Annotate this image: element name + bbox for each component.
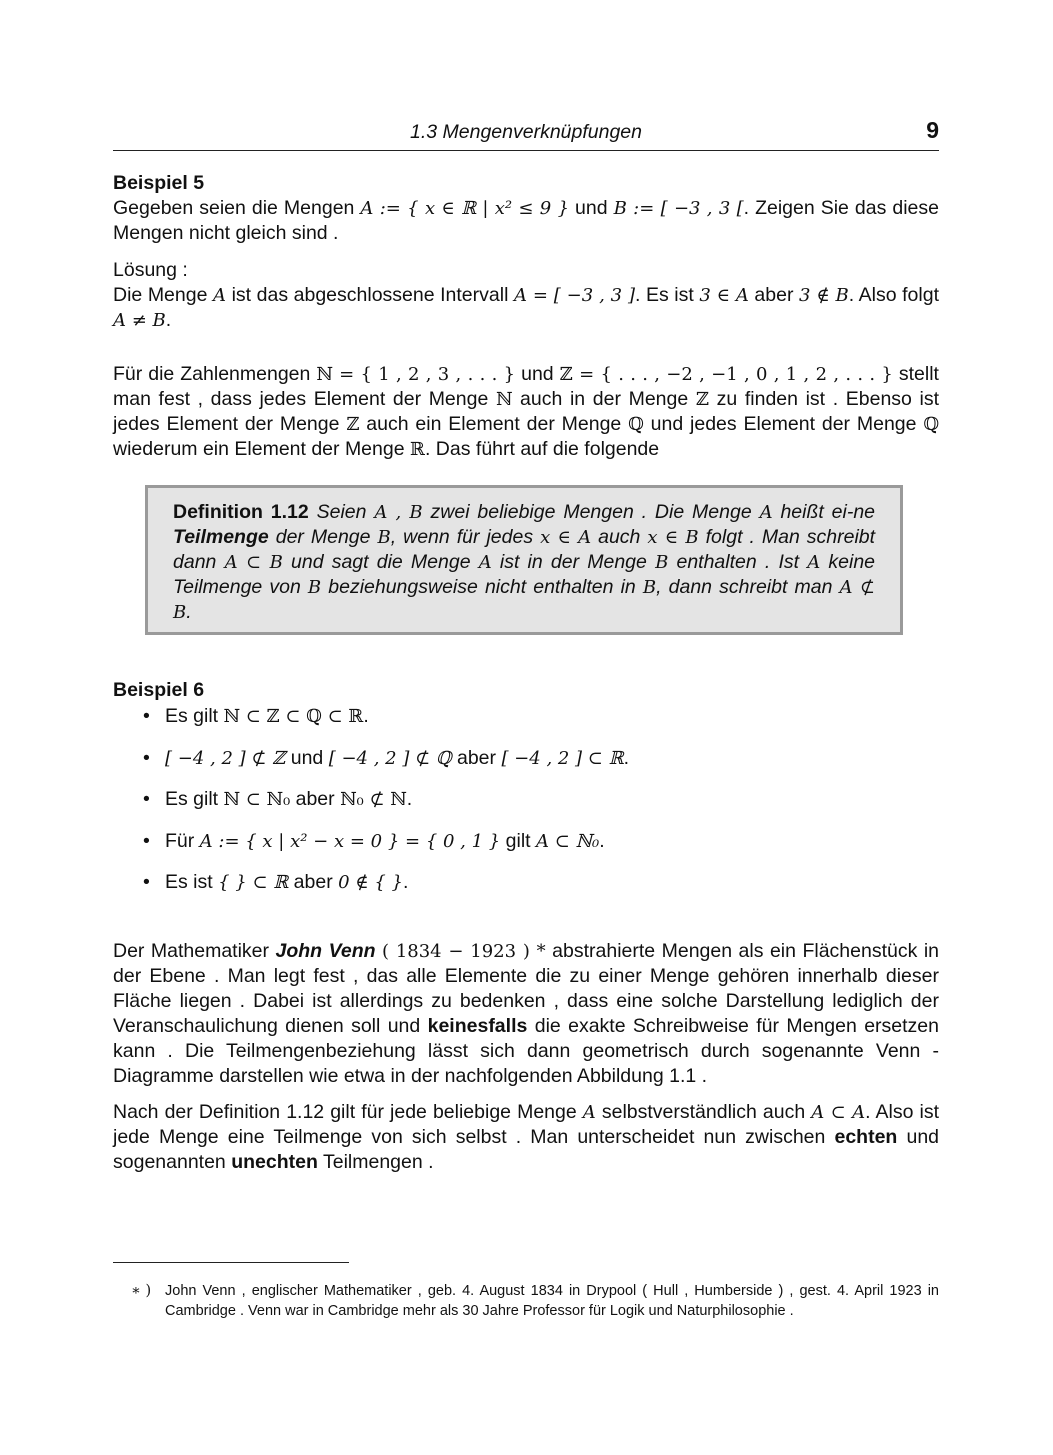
list-item: • Für A := { x | x² − x = 0 } = { 0 , 1 } gilt A ⊂ ℕ₀.: [143, 829, 605, 852]
example-6-heading: Beispiel 6: [113, 679, 205, 701]
page-number: 9: [926, 117, 939, 143]
solution: [113, 258, 939, 333]
footnote-mark: ∗ ): [131, 1283, 152, 1299]
example-5-heading: Beispiel 5: [113, 172, 205, 194]
person-name: John Venn: [275, 940, 376, 962]
section-title: 1.3 Mengenverknüpfungen: [409, 121, 642, 143]
list-item: • [ −4 , 2 ] ⊄ ℤ und [ −4 , 2 ] ⊄ ℚ aber [ −4 , 2 ] ⊂ ℝ.: [143, 746, 629, 769]
bullet-icon: •: [143, 871, 150, 893]
list-item: • Es gilt ℕ ⊂ ℕ₀ aber ℕ₀ ⊄ ℕ.: [143, 788, 413, 810]
footnote-rule: [113, 1262, 349, 1263]
solution-text: Die Menge A ist das abgeschlossene Intervall A = [ −3 , 3 ]. Es ist 3 ∈ A aber 3 ∉ B. Also folgt A ≠ B.: [113, 284, 939, 331]
list-item: • Es gilt ℕ ⊂ ℤ ⊂ ℚ ⊂ ℝ.: [143, 705, 369, 727]
bullet-icon: •: [143, 705, 150, 727]
footnote-ref: ( 1834 − 1923 ) *: [382, 941, 546, 962]
math-integers: ℤ = { . . . , −2 , −1 , 0 , 1 , 2 , . . . }: [559, 364, 893, 385]
definition-box: [145, 485, 903, 635]
definition-label: Definition 1.12: [173, 501, 309, 523]
running-header: [113, 117, 939, 151]
definition-term: Teilmenge: [173, 526, 269, 548]
document-page: [113, 0, 939, 1455]
example-5: [113, 171, 939, 246]
footnote-text: John Venn , englischer Mathematiker , geb. 4. August 1834 in Drypool ( Hull , Humberside ) , gest. 4. April 1923 in Cambridge . Venn war in Cambridge mehr als 30 Jahre Professor für Logik und Naturphilosophie .: [165, 1283, 939, 1319]
example-5-text: Gegeben seien die Mengen A := { x ∈ ℝ | x² ≤ 9 } und B := [ −3 , 3 [. Zeigen Sie das diese Mengen nicht gleich sind .: [113, 197, 939, 244]
example-6-list: [113, 704, 939, 912]
list-item: • Es ist { } ⊂ ℝ aber 0 ∉ { }.: [143, 871, 409, 893]
math-naturals: ℕ = { 1 , 2 , 3 , . . . }: [316, 364, 516, 385]
number-sets-paragraph: Für die Zahlenmengen ℕ = { 1 , 2 , 3 , . . . } und ℤ = { . . . , −2 , −1 , 0 , 1 , 2 , . . . } stellt man fest , dass jedes Element der Menge ℕ auch in der Menge ℤ zu finden ist . Ebenso ist jedes Element der Menge ℤ auch ein Element der Menge ℚ und jedes Element der Menge ℚ wiederum ein Element der Menge ℝ. Das führt auf die folgende: [113, 363, 940, 460]
definition-text: Definition 1.12 Seien A , B zwei beliebige Mengen . Die Menge A heißt ei-ne Teilmenge der Menge B, wenn für jedes x ∈ A auch x ∈ B folgt . Man schreibt dann A ⊂ B und sagt die Menge A ist in der Menge B enthalten . Ist A keine Teilmenge von B beziehungsweise nicht enthalten in B, dann schreibt man A ⊄ B.: [173, 501, 876, 623]
bullet-icon: •: [143, 746, 150, 769]
bullet-icon: •: [143, 788, 150, 810]
solution-label: Lösung :: [113, 259, 188, 281]
math-set-b: B := [ −3 , 3 [: [613, 198, 744, 219]
math-set-a: A := { x ∈ ℝ | x² ≤ 9 }: [360, 198, 570, 219]
bullet-icon: •: [143, 829, 150, 852]
subset-paragraph: Nach der Definition 1.12 gilt für jede beliebige Menge A selbstverständlich auch A ⊂ A. Also ist jede Menge eine Teilmenge von sich selbst . Man unterscheidet nun zwischen echten und sogenannten unechten Teilmengen .: [113, 1101, 940, 1173]
venn-paragraph: Der Mathematiker John Venn ( 1834 − 1923 ) * abstrahierte Mengen als ein Flächenstück in der Ebene . Man legt fest , das alle Elemente die zu einer Menge gehören innerhalb dieser Fläche liegen . Dabei ist allerdings zu bedenken , dass eine solche Darstellung lediglich der Veranschaulichung dienen soll und keinesfalls die exakte Schreibweise für Mengen ersetzen kann . Die Teilmengenbeziehung lässt sich dann geometrisch durch sogenannte Venn - Diagramme darstellen wie etwa in der nachfolgenden Abbildung 1.1 .: [113, 940, 940, 1087]
